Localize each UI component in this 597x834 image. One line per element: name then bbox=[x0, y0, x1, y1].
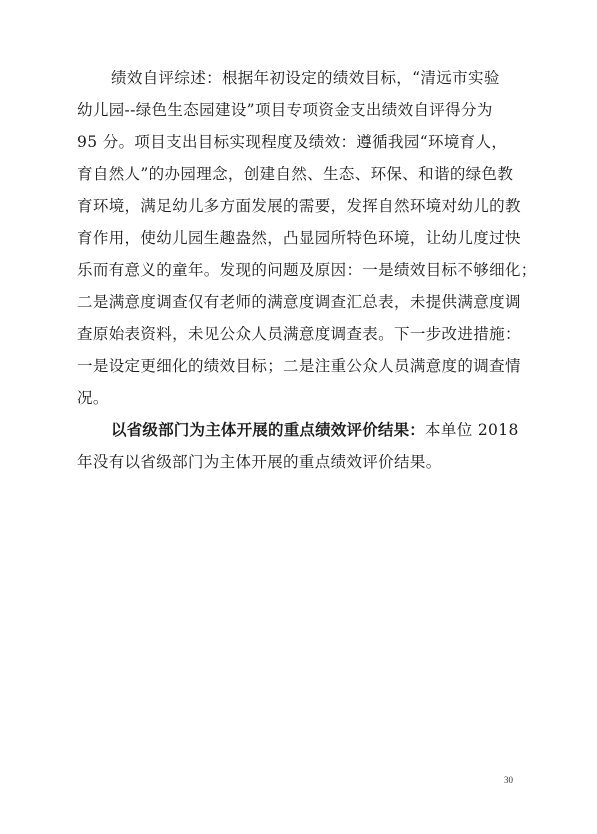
paragraph2-line-1 bbox=[111, 420, 519, 440]
paragraph1-line-5: 育环境，满足幼儿多方面发展的需要，发挥自然环境对幼儿的教 bbox=[77, 197, 521, 215]
paragraph1-line-9: 查原始表资料，未见公众人员满意度调查表。下一步改进措施： bbox=[77, 325, 521, 343]
paragraph1-line-2: 幼儿园--绿色生态园建设”项目专项资金支出绩效自评得分为 bbox=[77, 101, 493, 119]
paragraph2-line-2: 年没有以省级部门为主体开展的重点绩效评价结果。 bbox=[77, 453, 442, 471]
paragraph1-line-8: 二是满意度调查仅有老师的满意度调查汇总表，未提供满意度调 bbox=[77, 293, 521, 311]
paragraph1-line-7: 乐而有意义的童年。发现的问题及原因：一是绩效目标不够细化； bbox=[77, 261, 537, 279]
paragraph2-heading: 以省级部门为主体开展的重点绩效评价结果： bbox=[111, 421, 426, 439]
paragraph1-line-4: 育自然人”的办园理念，创建自然、生态、环保、和谐的绿色教 bbox=[77, 165, 514, 183]
paragraph1-line-6: 育作用，使幼儿园生趣盎然，凸显园所特色环境，让幼儿度过快 bbox=[77, 229, 521, 247]
paragraph1-line-11: 况。 bbox=[77, 389, 109, 407]
paragraph2-line1-rest: 本单位 2018 bbox=[425, 421, 519, 439]
paragraph1-line-10: 一是设定更细化的绩效目标；二是注重公众人员满意度的调查情 bbox=[77, 357, 521, 375]
page-number: 30 bbox=[504, 775, 513, 785]
paragraph1-line-1: 绩效自评综述：根据年初设定的绩效目标，“清远市实验 bbox=[111, 69, 500, 87]
paragraph1-line-3: 95 分。项目支出目标实现程度及绩效：遵循我园“环境育人， bbox=[77, 133, 508, 151]
